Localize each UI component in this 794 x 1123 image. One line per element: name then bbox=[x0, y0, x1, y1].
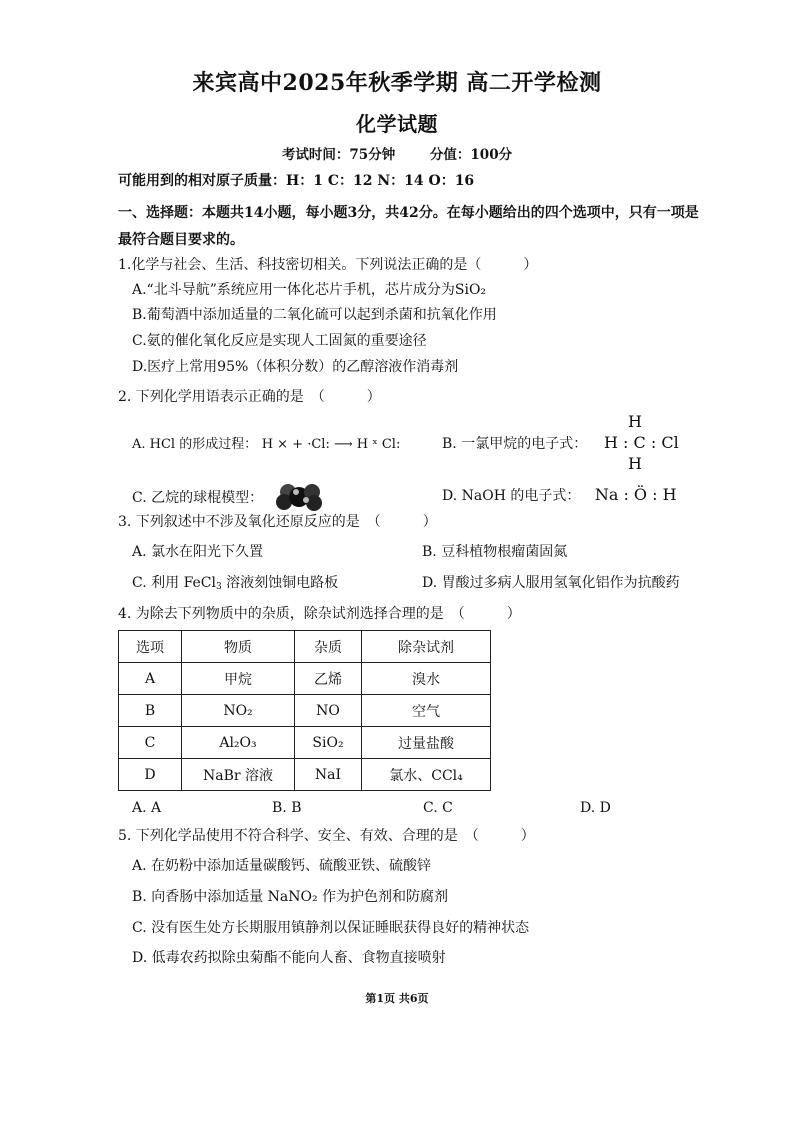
table-cell: 乙烯 bbox=[295, 663, 362, 695]
table-cell: NO bbox=[295, 695, 362, 727]
q2-option-c bbox=[132, 482, 324, 512]
table-cell: 甲烷 bbox=[182, 663, 295, 695]
q5-option-d: D. 低毒农药拟除虫菊酯不能向人畜、食物直接喷射 bbox=[132, 950, 446, 966]
q4-option-b: B. B bbox=[272, 800, 302, 816]
q4-option-d: D. D bbox=[580, 800, 611, 816]
page-footer: 第1页 共6页 bbox=[365, 992, 429, 1005]
table-cell: D bbox=[119, 759, 182, 791]
q5-option-c: C. 没有医生处方长期服用镇静剂以保证睡眠获得良好的精神状态 bbox=[132, 920, 530, 936]
table-cell: B bbox=[119, 695, 182, 727]
q3-option-a: A. 氯水在阳光下久置 bbox=[132, 544, 264, 560]
table-cell: 空气 bbox=[362, 695, 491, 727]
q4-table bbox=[118, 630, 491, 791]
exam-time: 考试时间：75分钟 bbox=[281, 147, 396, 163]
exam-subtitle: 化学试题 bbox=[356, 112, 438, 136]
table-row bbox=[119, 759, 491, 791]
table-cell: NO₂ bbox=[182, 695, 295, 727]
q3-option-c-sub: 3 bbox=[216, 582, 222, 592]
table-header-cell: 物质 bbox=[182, 631, 295, 663]
exam-title: 来宾高中2025年秋季学期 高二开学检测 bbox=[192, 70, 602, 96]
q2-option-d bbox=[442, 485, 677, 505]
q2-option-c-label: C. 乙烷的球棍模型： bbox=[132, 490, 264, 506]
hcl-formation-formula: H × + ·Cl: ⟶ H ˣ Cl: bbox=[261, 437, 401, 452]
q2-option-a bbox=[132, 433, 400, 452]
section1-instructions-line1: 一、选择题：本题共14小题，每小题3分，共42分。在每小题给出的四个选项中，只有一项是 bbox=[118, 205, 699, 221]
table-cell: NaBr 溶液 bbox=[182, 759, 295, 791]
q1-option-a: A.“北斗导航”系统应用一体化芯片手机，芯片成分为SiO₂ bbox=[132, 282, 487, 298]
naoh-electron-formula: Na : Ö : H bbox=[594, 485, 677, 504]
q5-option-b: B. 向香肠中添加适量 NaNO₂ 作为护色剂和防腐剂 bbox=[132, 889, 449, 905]
q2-option-b-label: B. 一氯甲烷的电子式： bbox=[442, 436, 588, 452]
q4-stem: 4. 为除去下列物质中的杂质，除杂试剂选择合理的是 （ ） bbox=[118, 606, 521, 622]
table-cell: A bbox=[119, 663, 182, 695]
table-cell: NaI bbox=[295, 759, 362, 791]
table-header-row bbox=[119, 631, 491, 663]
table-cell: 过量盐酸 bbox=[362, 727, 491, 759]
chloromethane-electron-formula bbox=[604, 414, 684, 472]
struct-h-top: H bbox=[628, 412, 642, 431]
q4-option-a: A. A bbox=[132, 800, 162, 816]
struct-middle: H : C : Cl bbox=[604, 433, 679, 452]
table-row bbox=[119, 663, 491, 695]
q5-option-a: A. 在奶粉中添加适量碳酸钙、硫酸亚铁、硫酸锌 bbox=[132, 858, 432, 874]
q2-option-d-label: D. NaOH 的电子式： bbox=[442, 488, 581, 504]
table-header-cell: 除杂试剂 bbox=[362, 631, 491, 663]
table-cell: Al₂O₃ bbox=[182, 727, 295, 759]
q1-option-b: B.葡萄酒中添加适量的二氧化硫可以起到杀菌和抗氧化作用 bbox=[132, 307, 497, 323]
q2-option-a-label: A. HCl 的形成过程： bbox=[132, 437, 258, 452]
table-row bbox=[119, 727, 491, 759]
table-row bbox=[119, 695, 491, 727]
ethane-ball-stick-model-icon bbox=[274, 482, 324, 512]
exam-score: 分值：100分 bbox=[429, 147, 513, 163]
q3-option-c-post: 溶液刻蚀铜电路板 bbox=[221, 575, 339, 591]
q1-option-c: C.氨的催化氧化反应是实现人工固氮的重要途径 bbox=[132, 333, 427, 349]
table-cell: 溴水 bbox=[362, 663, 491, 695]
struct-h-bottom: H bbox=[628, 454, 642, 473]
q4-option-c: C. C bbox=[423, 800, 453, 816]
q3-option-c-pre: C. 利用 FeCl bbox=[132, 575, 216, 591]
q1-stem: 1.化学与社会、生活、科技密切相关。下列说法正确的是（ ） bbox=[118, 257, 538, 273]
table-cell: SiO₂ bbox=[295, 727, 362, 759]
q5-stem: 5. 下列化学品使用不符合科学、安全、有效、合理的是 （ ） bbox=[118, 828, 535, 844]
exam-meta bbox=[0, 143, 794, 163]
table-header-cell: 杂质 bbox=[295, 631, 362, 663]
section1-instructions-line2: 最符合题目要求的。 bbox=[118, 232, 244, 248]
q3-stem: 3. 下列叙述中不涉及氧化还原反应的是 （ ） bbox=[118, 514, 437, 530]
q1-option-d: D.医疗上常用95%（体积分数）的乙醇溶液作消毒剂 bbox=[132, 359, 459, 375]
table-header-cell: 选项 bbox=[119, 631, 182, 663]
atomic-mass-note: 可能用到的相对原子质量：H：1 C：12 N：14 O：16 bbox=[118, 173, 475, 189]
table-cell: C bbox=[119, 727, 182, 759]
table-cell: 氯水、CCl₄ bbox=[362, 759, 491, 791]
q3-option-d: D. 胃酸过多病人服用氢氧化铝作为抗酸药 bbox=[422, 575, 680, 591]
q2-stem: 2. 下列化学用语表示正确的是 （ ） bbox=[118, 389, 381, 405]
q3-option-c bbox=[132, 572, 338, 592]
q3-option-b: B. 豆科植物根瘤菌固氮 bbox=[422, 544, 568, 560]
